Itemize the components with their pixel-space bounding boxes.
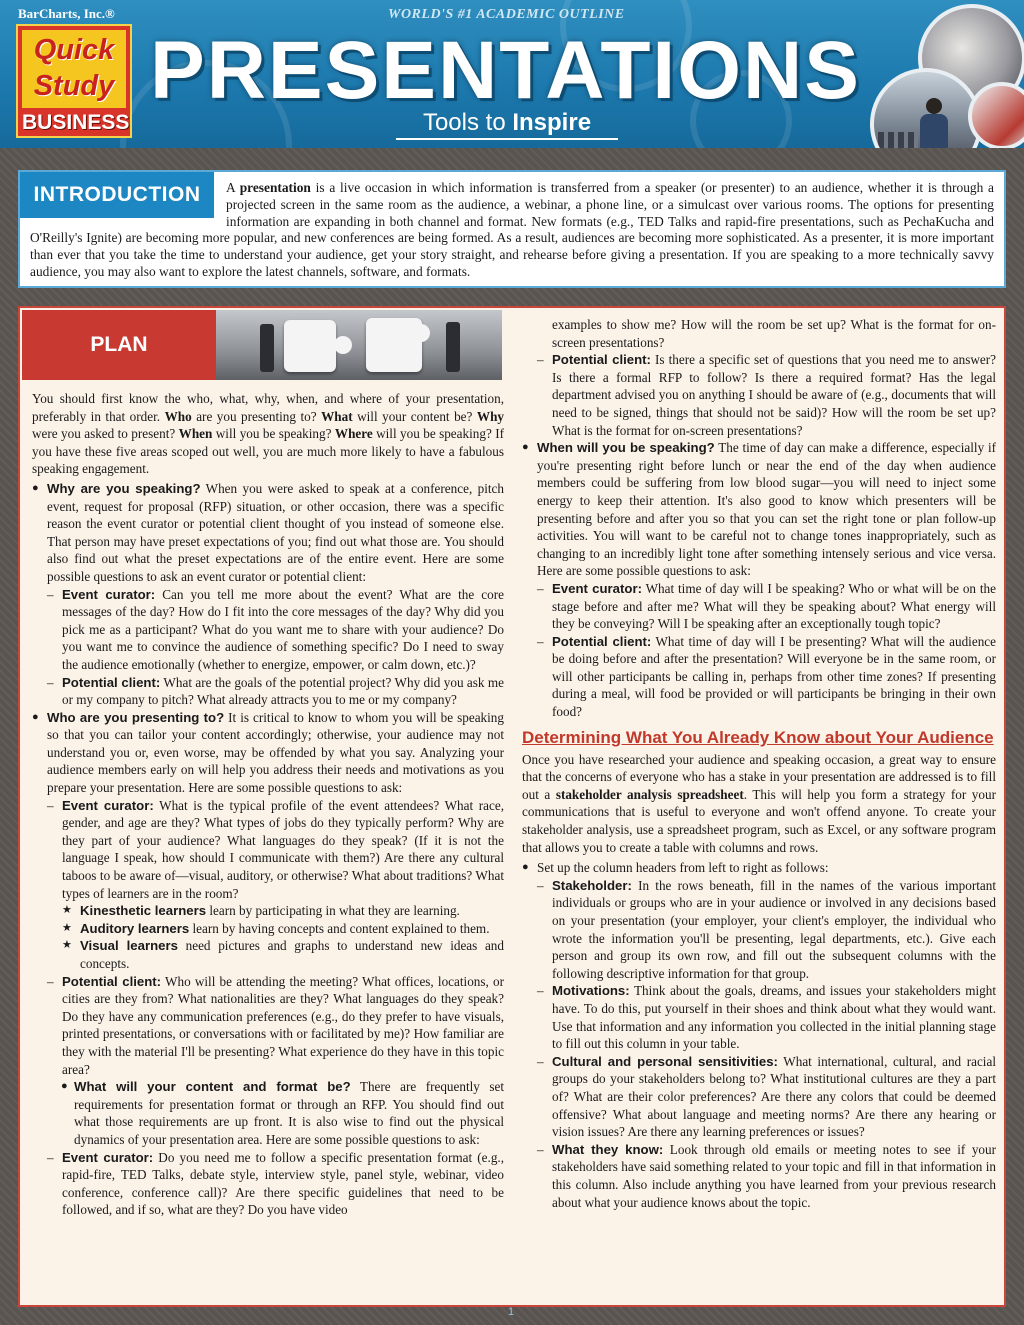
when-client-item [522,633,996,721]
audience-intro-paragraph [522,751,996,857]
introduction-section [18,170,1006,288]
tagline: WORLD'S #1 ACADEMIC OUTLINE [388,7,625,22]
sub-text: What is the typical profile of the event attendees? What race, gender, and age are they? What types of jobs do they typically perform? Why are they part of your audience? What languages do they speak? (If it is not the language I speak, how should I communicate with them?) Are there any cultural taboos to be aware of—visual, auditory, or otherwise? What about traditions? What types of learners are in the room? [62,797,504,901]
introduction-heading: INTRODUCTION [20,172,214,218]
puzzle-knob [334,336,352,354]
audience-text: . This will help you form a strategy for your communications that is useful to everyone and won't offend anyone. To create your stakeholder analysis, use a spreadsheet program, such as Excel, or any software program that allows you to create a table with columns and rows. [522,786,996,855]
learner-heading: Visual learners [80,938,178,954]
what-they-know-item [522,1141,996,1211]
sub-heading: Event curator: [552,580,642,596]
sensitivities-item [522,1053,996,1141]
subtitle-emphasis: Inspire [512,109,592,136]
bullet-heading: Why are you speaking? [47,480,201,496]
lead-text: You should first know the who, what, why, when, and where of your presentation, preferably in that order. [32,391,504,424]
learner-heading: Auditory learners [80,920,190,936]
bullet-heading: What will your content and format be? [74,1079,351,1095]
bullet-heading: Who are you presenting to? [47,709,225,725]
motivations-item [522,982,996,1052]
sub-heading: Event curator: [62,586,156,602]
why-client-item [32,674,504,709]
bullet-text: It is critical to know to whom you will be speaking so that you can tailor your content accordingly; otherwise, your audience may not understand you or, even worse, may be offended by what you say. Analyzing your audience members early on will help you address their needs and motivations as you prepare your presentation. Here are some possible questions to ask: [47,709,504,796]
learner-text: learn by participating in what they are learning. [206,903,460,919]
learner-item [32,902,504,920]
audience-keyword: stakeholder analysis spreadsheet [555,786,744,802]
lead-text: will you be speaking? If you have these five areas scoped out well, you are much more likely to have a fabulous speaking engagement. [32,426,504,477]
sub-text: What international, cultural, and racial groups do your stakeholders belong to? What institutional cultures are they a part of? What are their color preferences? Are there any colors that could be deemed offensive? What about language and meeting norms? Are there any hearing or vision issues? Are there any learning preferences or issues? [552,1053,996,1140]
lead-keyword: When [178,426,213,442]
learner-item [32,920,504,938]
sub-text: Who will be attending the meeting? What offices, locations, or cities are they from? What nationalities are they? What languages do they speak? Do they have any communication preferences (e.g., do they prefer to have visuals, printed presentations, or conversations with or facilitated by me)? How familiar are they with the material I'll be presenting? What experience do they have in this topic area? [62,973,504,1077]
lead-text: will you be speaking? [212,426,335,442]
lead-text: were you asked to present? [32,426,179,442]
quickstudy-logo [16,24,132,138]
what-curator-continued: examples to show me? How will the room be set up? What is the format for on-screen presentations? [552,317,996,350]
sub-text: Look through old emails or meeting notes to see if your stakeholders have said something related to your topic and fill in that information in this column. Also include anything you have learned from your previous research about what your audience knows about the topic. [552,1141,996,1210]
puzzle-piece [284,320,336,372]
what-bullet [32,1078,504,1148]
sub-text: Do you need me to follow a specific presentation format (e.g., rapid-fire, TED Talks, debate style, interview style, panel style, webinar, video conference, conference call)? Are there specific guidelines that need to be followed, and if so, what are they? Do you have video [62,1149,505,1218]
sub-text: Think about the goals, dreams, and issues your stakeholders might have. To do this, put yourself in their shoes and think about what they would want. Use that information and any information you collected in the initial planning stage to fill out this column in your table. [552,983,996,1052]
what-client-item [522,351,996,439]
why-curator-item [32,586,504,674]
sub-heading: Event curator: [62,797,154,813]
sub-text: What are the goals of the potential project? Why did you ask me or my company to pitch? What already attracts you to me or my company? [62,674,505,708]
lead-text: are you presenting to? [191,408,322,424]
sub-text: What time of day will I be presenting? What will the audience be doing before and after the presentation? Will everyone be in the same room, or will other participants be calling in, perhaps from other time zones? If presenting during a meal, will food be provided or will participants be bringing in their own food? [552,633,997,720]
page-title: PRESENTATIONS [150,25,861,116]
lead-keyword: Why [476,408,504,424]
learner-text: learn by having concepts and content explained to them. [189,920,490,936]
lead-keyword: Where [334,426,373,442]
plan-heading: PLAN [22,310,216,380]
bullet-text: There are frequently set requirements for presentation format or through an RFP. You should find out what those requirements are up front. It is also wise to find out the physical dynamics of your presentation area. Here are some possible questions to ask: [74,1079,505,1147]
publisher-name: BarCharts, Inc.® [18,6,115,21]
intro-text-part: is a live occasion in which information is transferred from a speaker (or presenter) to an audience, whether it is through a projected screen in the same room as the audience, a webinar, a phone line, or a simulcast over various rooms. The options for presenting information are expanding in both channel and format. New formats (e.g., TED Talks and rapid-fire presentations, such as PechaKucha and O'Reilly's Ignite) are becoming more popular, and new conferences are being formed. As a result, audiences are becoming more sophisticated. As a presenter, it is more important than ever that you take the time to understand your audience, get your story straight, and rehearse before giving a presentation. If you are speaking to a more technically savvy audience, you may also want to explore the latest channels, software, and formats. [30,180,994,279]
sub-heading: Motivations: [552,983,630,999]
logo-business-text: BUSINESS [22,111,130,134]
lead-text: will your content be? [352,408,477,424]
left-column [32,390,504,1219]
header-banner [0,0,1024,148]
what-curator-item [32,1149,504,1219]
plan-lead-paragraph [32,390,504,478]
intro-keyword: presentation [239,180,311,195]
audience-section-heading: Determining What You Already Know about Your Audience [522,727,994,747]
right-column [522,316,996,1211]
learner-text: need pictures and graphs to understand new ideas and concepts. [80,938,504,971]
sub-heading: Potential client: [552,633,652,649]
learner-heading: Kinesthetic learners [80,903,207,919]
who-client-item [32,973,504,1079]
bullet-heading: When will you be speaking? [537,440,715,456]
businessman-figure [446,322,460,372]
column-headers-bullet: ● Set up the column headers from left to right as follows: [522,859,996,877]
businessman-figure [260,324,274,372]
plan-section [18,306,1006,1307]
when-curator-item [522,580,996,633]
sub-heading: Stakeholder: [552,877,632,893]
lead-keyword: What [321,408,353,424]
why-bullet [32,480,504,586]
sub-text: Is there a specific set of questions that you need me to answer? Is there a formal RFP to follow? Is there a required format? Has the legal department advised you on anything I should be aware of (e.g., documents that will need to be signed, things that should not be said)? How will the room be set up? What is the format for on-screen presentations? [552,352,996,438]
when-bullet [522,439,996,580]
stakeholder-item [522,877,996,983]
subtitle-part: Tools to [422,109,513,136]
page-number: 1 [508,1306,515,1318]
sub-heading: Potential client: [62,973,162,989]
page-subtitle [396,108,618,140]
logo-quickstudy-text: Quick Study [22,30,126,108]
who-bullet [32,709,504,797]
puzzle-knob [412,324,430,342]
who-curator-item [32,797,504,903]
puzzle-image [216,310,502,380]
sub-text: Can you tell me more about the event? What are the core messages of the day? How do I fit into the core messages of the day? Why did you pick me as a participant? What do you want me to share with your audience? Do you want me to convince the audience of something specific? Do I need to sway the audience emotionally (whether to energize, empower, or calm down, etc.)? [62,586,504,672]
lead-keyword: Who [164,408,192,424]
learner-item [32,937,504,972]
sub-heading: Event curator: [62,1149,154,1165]
sub-heading: Cultural and personal sensitivities: [552,1053,778,1069]
sub-heading: Potential client: [62,674,161,690]
bullet-text: The time of day can make a difference, especially if you're presenting right before lunch or near the end of the day when audience members could be suffering from low blood sugar—you will need to inject some energy to keep their attention. It's also good to know which presenters will be presenting before and after you so that you can set the right tone or plan follow-up activities. You will want to be careful not to change tones inappropriately, such as changing to an incredibly light tone after something intensely serious and vice versa. Here are some possible questions to ask: [537,440,996,579]
photo-charts [968,82,1024,148]
bullet-text: When you were asked to speak at a conference, pitch event, request for proposal (RFP) situation, or other occasion, there was a specific reason the event curator or potential client thought of you instead of someone else. That person may have preset expectations of you; find out what those are. You should also find out what the preset expectations are of the entire event. Here are some possible questions to ask an event curator or potential client: [47,480,504,584]
intro-text-part: A [226,180,240,195]
sub-text: What time of day will I be speaking? Who or what will be on the stage before and after me? What will they be speaking about? What energy will they be conveying? Will I be speaking after an exceptionally tough topic? [552,580,996,632]
sub-heading: Potential client: [552,352,651,368]
sub-text: In the rows beneath, fill in the names of the various important individuals or groups who are in your audience or involved in any decisions based on your presentation (your employer, your client's employer, the individual who wrote the information you'll be presenting, legal departments, etc.). Give each person and group its own row, and fill out the subsequent columns with the following descriptive information for that group. [552,877,996,981]
sub-heading: What they know: [552,1141,664,1157]
audience-text: Once you have researched your audience and speaking occasion, a great way to ensure that the concerns of everyone who has a stake in your presentation are addressed is to fill out a [522,751,996,802]
